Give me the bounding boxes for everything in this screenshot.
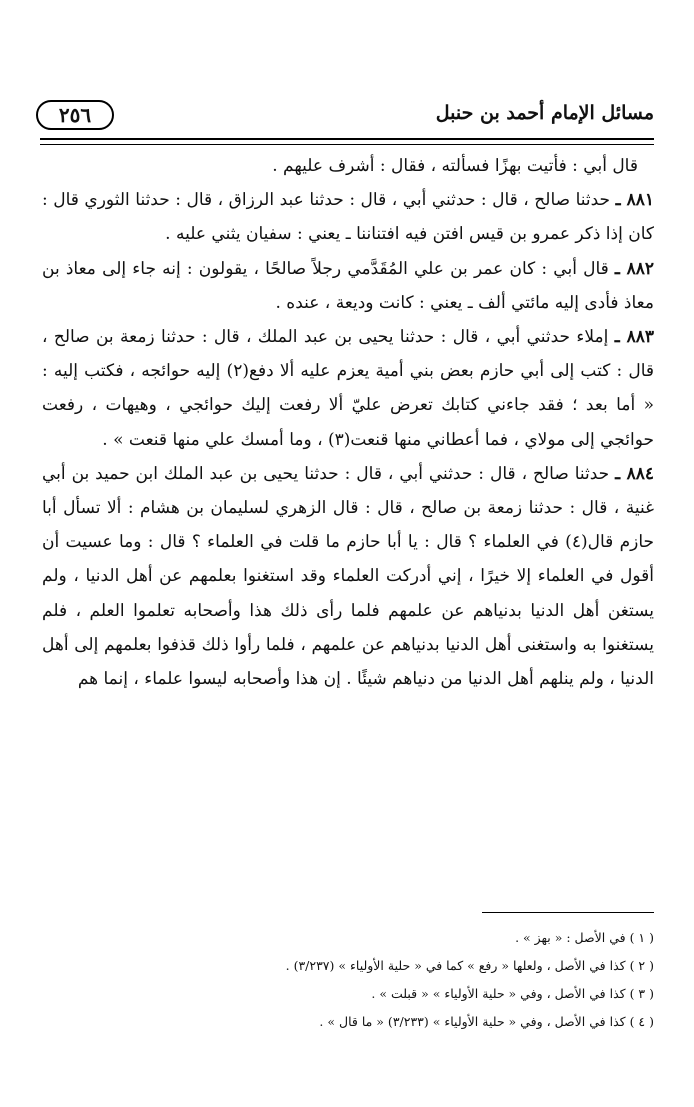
header-rule xyxy=(40,138,654,145)
text-paragraph xyxy=(42,320,654,457)
footnote: ( ٣ ) كذا في الأصل ، وفي « حلية الأولياء » « قبلت » . xyxy=(371,986,654,1001)
footnote-rule xyxy=(482,912,654,913)
paragraph-text: حدثنا صالح ، قال : حدثني أبي ، قال : حدثنا يحيى بن عبد الملك ابن حميد بن أبي غنية ، قال : حدثنا زمعة بن صالح ، قال : قال الزهري لسليمان بن هشام : ألا تسأل أبا حازم قال(٤) في العلماء ؟ قال : يا أبا حازم ما قلت في العلماء ؟ قال : وما عسيت أن أقول في العلماء إلا خيرًا ، إني أدركت العلماء وقد استغنوا بعلمهم عن أهل الدنيا ، ولم يستغن أهل الدنيا بدنياهم عن علمهم فلما رأى ذلك هذا وأصحابه تعلموا العلم ، فلم يستغنوا به واستغنى أهل الدنيا بدنياهم عن علمهم ، فلما رأوا ذلك قذفوا بعلمهم إلى أهل الدنيا ، ولم ينلهم أهل الدنيا من دنياهم شيئًا . إن هذا وأصحابه ليسوا علماء ، إنما هم xyxy=(42,463,655,690)
text-paragraph xyxy=(42,183,654,251)
running-title: مسائل الإمام أحمد بن حنبل xyxy=(435,102,654,124)
text-paragraph xyxy=(42,149,654,183)
paragraph-text: حدثنا صالح ، قال : حدثني أبي ، قال : حدثنا عبد الرزاق ، قال : حدثنا الثوري قال : كان إذا ذكر عمرو بن قيس افتن فيه افتناننا ـ يعني : سفيان يثني عليه . xyxy=(42,190,654,245)
footnote: ( ٢ ) كذا في الأصل ، ولعلها « رفع » كما في « حلية الأولياء » (٣/٢٣٧) . xyxy=(285,958,654,973)
footnote: ( ٤ ) كذا في الأصل ، وفي « حلية الأولياء » (٣/٢٣٣) « ما قال » . xyxy=(319,1014,654,1029)
paragraph-text: إملاء حدثني أبي ، قال : حدثنا يحيى بن عبد الملك ، قال : حدثنا زمعة بن صالح ، قال : كتب إلى أبي حازم بعض بني أمية يعزم عليه ألا دفع(٢) إليه حوائجه ، فكتب إليه : « أما بعد ؛ فقد جاءني كتابك تعرض عليّ ألا رفعت إليك حوائجي ، وهيهات ، رفعت حوائجي إلى مولاي ، فما أعطاني منها قنعت(٣) ، وما أمسك علي منها قنعت » . xyxy=(42,327,655,450)
narration-number: ٨٨٤ ـ xyxy=(615,463,654,484)
footnotes xyxy=(42,924,654,1036)
text-paragraph xyxy=(42,457,654,696)
narration-number: ٨٨٣ ـ xyxy=(614,327,654,348)
footnote: ( ١ ) في الأصل : « بهز » . xyxy=(515,930,654,945)
paragraph-text: قال أبي : فأتيت بهزًا فسألته ، فقال : أشرف عليهم . xyxy=(272,156,638,176)
page-number-badge: ٢٥٦ xyxy=(36,100,114,130)
text-paragraph xyxy=(42,252,654,320)
narration-number: ٨٨٢ ـ xyxy=(614,258,654,279)
narration-number: ٨٨١ ـ xyxy=(615,190,654,211)
page-header xyxy=(36,98,654,138)
paragraph-text: قال أبي : كان عمر بن علي المُقَدَّمي رجلاً صالحًا ، يقولون : إنه جاء إلى معاذ بن معاذ فأدى إليه مائتي ألف ـ يعني : كانت وديعة ، عنده . xyxy=(42,258,654,313)
main-text xyxy=(42,149,654,696)
